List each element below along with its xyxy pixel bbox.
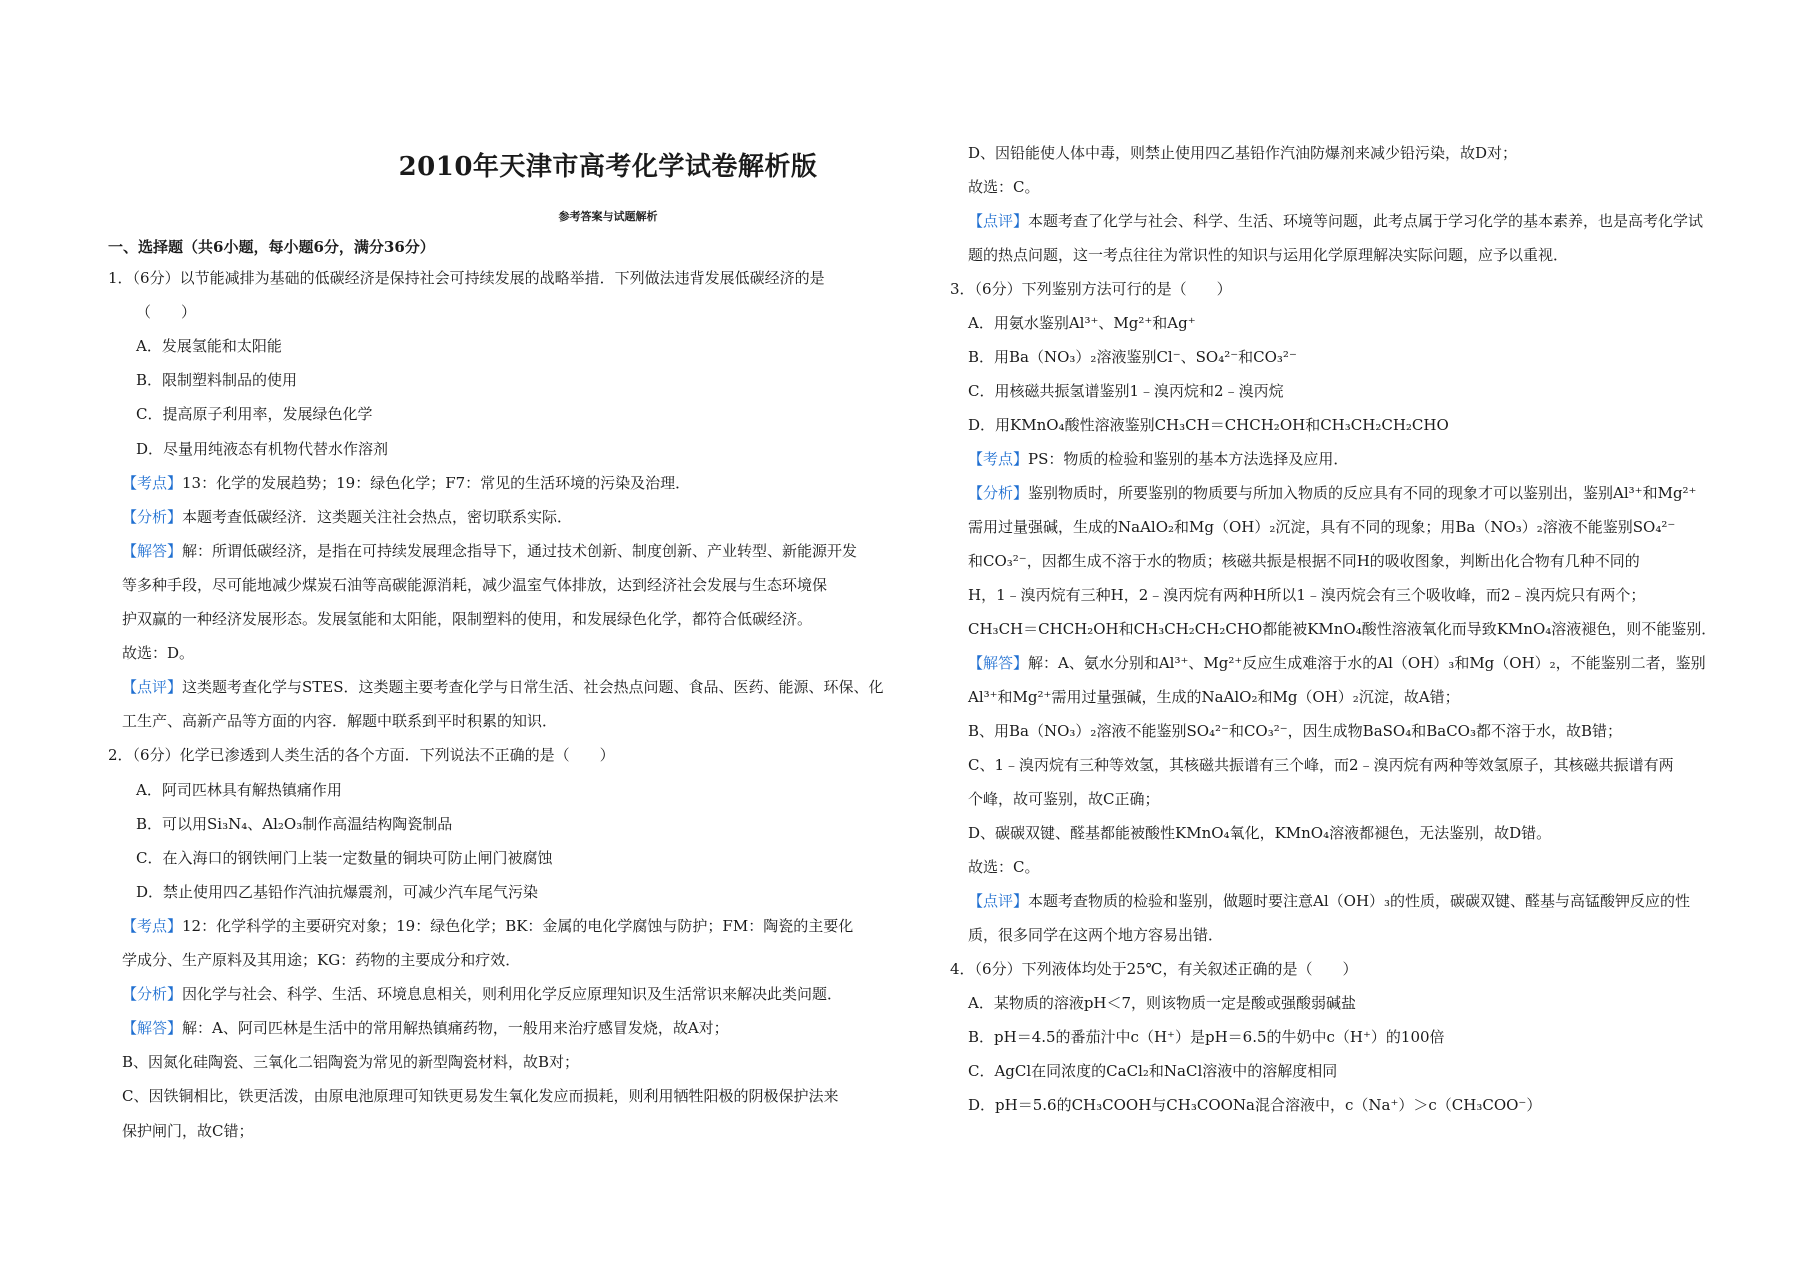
text-line (968, 449, 1348, 469)
line-text: 工生产、高新产品等方面的内容．解题中联系到平时积累的知识． (122, 712, 558, 731)
line-text: C．用核磁共振氢谱鉴别1﹣溴丙烷和2﹣溴丙烷 (968, 382, 1284, 400)
line-text: C、1﹣溴丙烷有三种等效氢，其核磁共振谱有三个峰，而2﹣溴丙烷有两种等效氢原子，其核磁共振谱有两 (968, 756, 1674, 774)
text-line (968, 891, 1690, 911)
line-text: 本题考查低碳经济．这类题关注社会热点，密切联系实际． (182, 507, 573, 526)
section-tag: 【分析】 (122, 985, 183, 1004)
line-text: 故选：C。 (968, 858, 1040, 876)
line-text: 保护闸门，故C错； (122, 1121, 254, 1140)
text-line (968, 653, 1706, 673)
line-text: B．限制塑料制品的使用 (136, 371, 298, 390)
line-text: 护双赢的一种经济发展形态。发展氢能和太阳能，限制塑料的使用，和发展绿色化学，都符合低碳经济。 (122, 610, 813, 628)
text-line (108, 268, 825, 288)
line-text: D．用KMnO₄酸性溶液鉴别CH₃CH＝CHCH₂OH和CH₃CH₂CH₂CHO (968, 416, 1449, 434)
line-text: 本题考查了化学与社会、科学、生活、环境等问题，此考点属于学习化学的基本素养，也是高考化学试 (1028, 212, 1704, 230)
text-line (968, 517, 1675, 537)
line-text: C．提高原子利用率，发展绿色化学 (136, 405, 373, 424)
text-line (136, 336, 282, 356)
line-text: 故选：D。 (122, 644, 195, 663)
text-line (968, 381, 1284, 401)
line-text: （ ） (136, 303, 197, 322)
text-line (968, 925, 1223, 945)
section-tag: 【考点】 (968, 450, 1029, 468)
text-line (968, 721, 1622, 741)
text-line (122, 711, 557, 731)
line-text: 题的热点问题，这一考点往往为常识性的知识与运用化学原理解决实际问题，应予以重视． (968, 246, 1569, 264)
line-text: 解：A、阿司匹林是生活中的常用解热镇痛药物，一般用来治疗感冒发烧，故A对； (182, 1019, 729, 1038)
text-line (122, 1018, 729, 1038)
line-text: 这类题考查化学与STES．这类题主要考查化学与日常生活、社会热点问题、食品、医药、能源、环保、化 (182, 678, 884, 697)
line-text: Al³⁺和Mg²⁺需用过量强碱，生成的NaAlO₂和Mg（OH）₂沉淀，故A错； (968, 688, 1460, 706)
text-line (122, 541, 857, 561)
line-text: 13：化学的发展趋势；19：绿色化学；F7：常见的生活环境的污染及治理． (182, 473, 691, 492)
text-line (122, 916, 853, 936)
section-tag: 【点评】 (968, 892, 1029, 910)
text-line (136, 882, 538, 902)
text-line (122, 950, 520, 970)
text-line (968, 687, 1460, 707)
document-title: 2010年天津市高考化学试卷解析版 (398, 152, 818, 182)
text-line (968, 245, 1568, 265)
section-heading: 一、选择题（共6小题，每小题6分，满分36分） (108, 238, 435, 256)
line-text: 故选：C。 (968, 178, 1040, 196)
line-text: C．AgCl在同浓度的CaCl₂和NaCl溶液中的溶解度相同 (968, 1062, 1338, 1080)
line-text: 鉴别物质时，所要鉴别的物质要与所加入物质的反应具有不同的现象才可以鉴别出，鉴别Al³⁺和Mg²⁺ (1028, 484, 1697, 502)
text-line (122, 643, 194, 663)
line-text: D．尽量用纯液态有机物代替水作溶剂 (136, 439, 389, 458)
line-text: B、因氮化硅陶瓷、三氧化二铝陶瓷为常见的新型陶瓷材料，故B对； (122, 1053, 580, 1072)
text-line (136, 404, 372, 424)
text-line (136, 780, 342, 800)
line-text: A．发展氢能和太阳能 (136, 337, 282, 356)
text-line (122, 575, 827, 595)
section-tag: 【分析】 (122, 507, 183, 526)
text-line (968, 1095, 1541, 1115)
text-line (968, 143, 1517, 163)
text-line (122, 507, 572, 527)
text-line (968, 177, 1039, 197)
line-text: 12：化学科学的主要研究对象；19：绿色化学；BK：金属的电化学腐蚀与防护；FM：陶瓷的主要化 (182, 916, 854, 935)
text-line (968, 619, 1716, 639)
line-text: 学成分、生产原料及其用途；KG：药物的主要成分和疗效． (122, 951, 521, 969)
line-text: A．用氨水鉴别Al³⁺、Mg²⁺和Ag⁺ (968, 314, 1196, 332)
line-text: D、碳碳双键、醛基都能被酸性KMnO₄氧化，KMnO₄溶液都褪色，无法鉴别，故D错。 (968, 824, 1552, 842)
text-line (968, 313, 1196, 333)
text-line (122, 1086, 838, 1106)
line-text: CH₃CH＝CHCH₂OH和CH₃CH₂CH₂CHO都能被KMnO₄酸性溶液氧化而导致KMnO₄溶液褪色，则不能鉴别． (968, 620, 1717, 638)
line-text: 质，很多同学在这两个地方容易出错． (968, 926, 1224, 944)
line-text: 和CO₃²⁻，因都生成不溶于水的物质；核磁共振是根据不同H的吸收图象，判断出化合物有几种不同的 (968, 552, 1640, 570)
line-text: 等多种手段，尽可能地减少煤炭石油等高碳能源消耗，减少温室气体排放，达到经济社会发展与生态环境保 (122, 575, 828, 594)
line-text: C．在入海口的钢铁闸门上装一定数量的铜块可防止闸门被腐蚀 (136, 848, 553, 867)
line-text: 个峰，故可鉴别，故C正确； (968, 790, 1160, 808)
line-text: 解：所谓低碳经济，是指在可持续发展理念指导下，通过技术创新、制度创新、产业转型、新能源开发 (182, 541, 858, 560)
line-text: 需用过量强碱，生成的NaAlO₂和Mg（OH）₂沉淀，具有不同的现象；用Ba（NO₃）₂溶液不能鉴别SO₄²⁻ (968, 518, 1676, 536)
line-text: 解：A、氨水分别和Al³⁺、Mg²⁺反应生成难溶于水的Al（OH）₃和Mg（OH）₂，不能鉴别二者，鉴别 (1028, 654, 1706, 672)
text-line (968, 857, 1039, 877)
text-line (136, 439, 388, 459)
section-tag: 【考点】 (122, 473, 183, 492)
line-text: D、因铅能使人体中毒，则禁止使用四乙基铅作汽油防爆剂来减少铅污染，故D对； (968, 144, 1518, 162)
line-text: 2．（6分）化学已渗透到人类生活的各个方面．下列说法不正确的是（ ） (108, 746, 615, 765)
line-text: B、用Ba（NO₃）₂溶液不能鉴别SO₄²⁻和CO₃²⁻，因生成物BaSO₄和BaCO₃都不溶于水，故B错； (968, 722, 1623, 740)
text-line (136, 302, 196, 322)
text-line (122, 1052, 579, 1072)
line-text: C、因铁铜相比，铁更活泼，由原电池原理可知铁更易发生氧化发应而损耗，则利用牺牲阳极的阴极保护法来 (122, 1087, 839, 1106)
text-line (968, 823, 1551, 843)
section-tag: 【解答】 (122, 541, 183, 560)
text-line (950, 959, 1357, 979)
text-line (968, 993, 1356, 1013)
text-line (968, 211, 1703, 231)
text-line (968, 347, 1297, 367)
text-line (968, 415, 1449, 435)
line-text: 1．（6分）以节能减排为基础的低碳经济是保持社会可持续发展的战略举措．下列做法违背发展低碳经济的是 (108, 269, 825, 287)
line-text: A．某物质的溶液pH＜7，则该物质一定是酸或强酸弱碱盐 (968, 994, 1357, 1012)
line-text: B．pH＝4.5的番茄汁中c（H⁺）是pH＝6.5的牛奶中c（H⁺）的100倍 (968, 1028, 1445, 1046)
text-line (968, 551, 1640, 571)
line-text: D．pH＝5.6的CH₃COOH与CH₃COONa混合溶液中，c（Na⁺）＞c（CH₃COO⁻） (968, 1096, 1542, 1114)
line-text: 本题考查物质的检验和鉴别，做题时要注意Al（OH）₃的性质，碳碳双键、醛基与高锰酸钾反应的性 (1028, 892, 1691, 910)
text-line (968, 1027, 1445, 1047)
line-text: H，1﹣溴丙烷有三种H，2﹣溴丙烷有两种H所以1﹣溴丙烷会有三个吸收峰，而2﹣溴丙烷只有两个； (968, 586, 1646, 604)
text-line (122, 1121, 253, 1141)
line-text: PS：物质的检验和鉴别的基本方法选择及应用． (1028, 450, 1349, 468)
text-line (950, 279, 1232, 299)
section-tag: 【解答】 (968, 654, 1029, 672)
text-line (136, 814, 452, 834)
line-text: D．禁止使用四乙基铅作汽油抗爆震剂，可减少汽车尾气污染 (136, 882, 539, 901)
text-line (122, 473, 690, 493)
document-subtitle: 参考答案与试题解析 (558, 210, 658, 223)
line-text: B．可以用Si₃N₄、Al₂O₃制作高温结构陶瓷制品 (136, 814, 453, 833)
text-line (122, 984, 842, 1004)
section-tag: 【点评】 (122, 678, 183, 697)
line-text: 3．（6分）下列鉴别方法可行的是（ ） (950, 280, 1232, 298)
line-text: 因化学与社会、科学、生活、环境息息相关，则利用化学反应原理知识及生活常识来解决此类问题． (182, 985, 843, 1004)
section-tag: 【分析】 (968, 484, 1029, 502)
text-line (968, 789, 1159, 809)
text-line (136, 848, 552, 868)
section-tag: 【点评】 (968, 212, 1029, 230)
text-line (136, 370, 297, 390)
text-line (968, 755, 1674, 775)
line-text: B．用Ba（NO₃）₂溶液鉴别Cl⁻、SO₄²⁻和CO₃²⁻ (968, 348, 1297, 366)
text-line (122, 677, 884, 697)
text-line (122, 609, 812, 629)
text-line (108, 745, 615, 765)
text-line (968, 483, 1696, 503)
section-tag: 【考点】 (122, 916, 183, 935)
section-tag: 【解答】 (122, 1019, 183, 1038)
line-text: 4．（6分）下列液体均处于25℃，有关叙述正确的是（ ） (950, 960, 1358, 978)
text-line (968, 585, 1645, 605)
line-text: A．阿司匹林具有解热镇痛作用 (136, 780, 342, 799)
text-line (968, 1061, 1337, 1081)
